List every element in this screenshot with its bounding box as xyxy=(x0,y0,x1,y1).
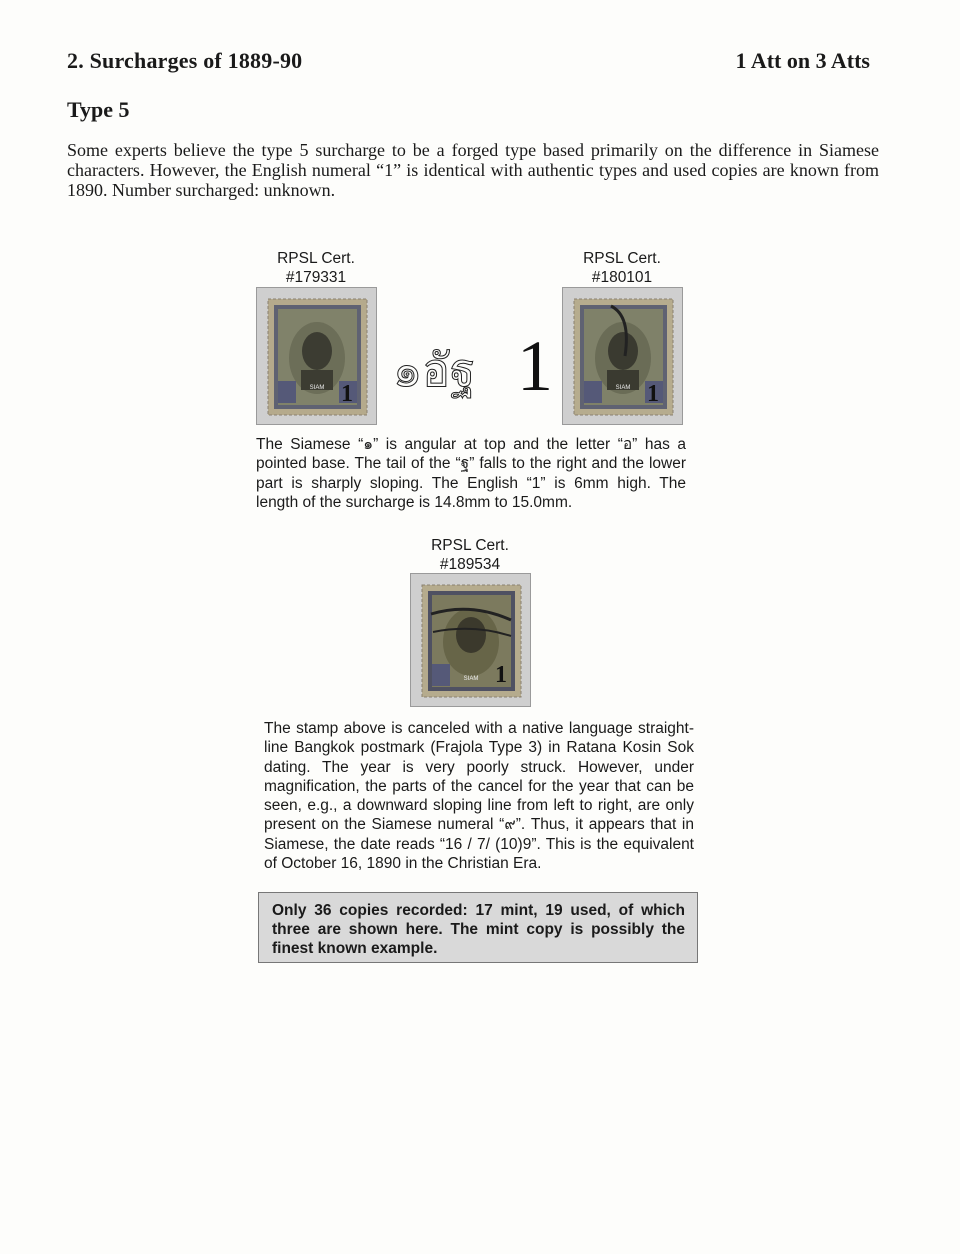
cert-number: #189534 xyxy=(439,556,501,573)
cert-title: RPSL Cert. xyxy=(277,250,355,267)
svg-text:SIAM: SIAM xyxy=(463,676,479,682)
summary-text: Only 36 copies recorded: 17 mint, 19 used, of which three are shown here. The mint copy is possibly the finest known example. xyxy=(272,902,685,957)
section-title: 2. Surcharges of 1889-90 xyxy=(67,48,303,73)
cert-number: #179331 xyxy=(285,269,347,286)
cert-number: #180101 xyxy=(591,269,653,286)
svg-text:1: 1 xyxy=(647,381,659,407)
svg-text:SIAM: SIAM xyxy=(309,385,325,391)
cert-title: RPSL Cert. xyxy=(431,537,509,554)
stamp-illustration xyxy=(257,288,378,426)
stamp-image-used-2 xyxy=(410,573,531,707)
surcharge-description: The Siamese “๑” is angular at top and the letter “อ” has a pointed base. The tail of the “ฐ” falls to the right and the lower part is sharply sloping. The English “1” is 6mm high. The length of the surcharge is 14.8mm to 15.0mm. xyxy=(256,436,686,511)
type-heading: Type 5 xyxy=(67,97,130,122)
svg-text:1: 1 xyxy=(495,662,507,688)
surcharge-illustration xyxy=(393,308,553,408)
stamp-image-mint xyxy=(256,287,377,425)
stamp-illustration xyxy=(563,288,684,426)
stamp-image-used-1 xyxy=(562,287,683,425)
svg-text:SIAM: SIAM xyxy=(615,385,631,391)
svg-text:1: 1 xyxy=(341,381,353,407)
intro-paragraph: Some experts believe the type 5 surcharge to be a forged type based primarily on the difference in Siamese characters. However, the English numeral “1” is identical with authentic types and used copies are known from 1890. Number surcharged: unknown. xyxy=(67,140,879,200)
surcharge-thai-text: ๑อัฐ xyxy=(393,343,476,397)
cert-label-2 xyxy=(542,249,702,287)
cert-label-1 xyxy=(236,249,396,287)
surcharge-numeral: 1 xyxy=(517,326,553,406)
cert-title: RPSL Cert. xyxy=(583,250,661,267)
cancel-description: The stamp above is canceled with a native language straight-line Bangkok postmark (Frajola Type 3) in Ratana Kosin Sok dating. The year is very poorly struck. However, under magnification, the parts of the cancel for the year that can be seen, e.g., a downward sloping line from left to right, are only present on the Siamese numeral “๙”. Thus, it appears that in Siamese, the date reads “16 / 7/ (10)9”. This is the equivalent of October 16, 1890 in the Christian Era. xyxy=(264,720,694,873)
stamp-illustration xyxy=(411,574,532,708)
cert-label-3 xyxy=(390,536,550,574)
summary-box xyxy=(258,892,698,963)
page-subject: 1 Att on 3 Atts xyxy=(735,48,870,73)
